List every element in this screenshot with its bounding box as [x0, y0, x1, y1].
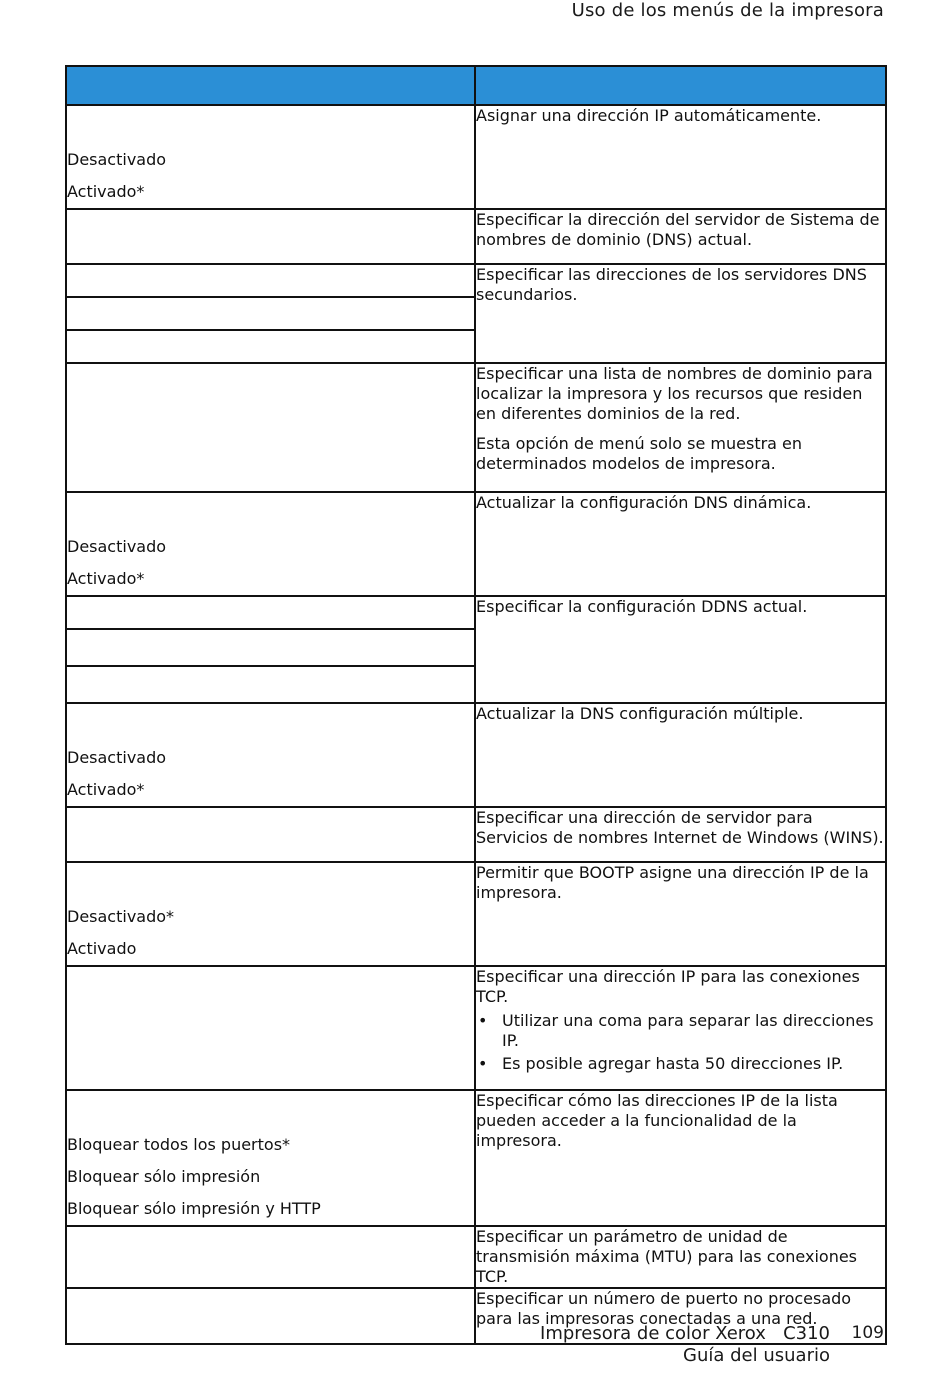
menu-item-cell [66, 492, 475, 596]
table-row [66, 1090, 886, 1226]
description-cell: Especificar la dirección del servidor de Sistema de nombres de dominio (DNS) actual. [475, 209, 886, 264]
option-value: Activado [67, 939, 137, 958]
menu-item-cell [66, 966, 475, 1090]
description-cell [475, 966, 886, 1090]
section-title: Uso de los menús de la impresora [571, 0, 884, 21]
menu-item-cell [66, 629, 475, 666]
menu-item-cell [66, 1226, 475, 1288]
description-cell: Especificar un parámetro de unidad de transmisión máxima (MTU) para las conexiones TCP. [475, 1226, 886, 1288]
table-row [66, 1226, 886, 1288]
product-name: Impresora de color Xerox C310 [540, 1323, 830, 1344]
footer-title [540, 1323, 830, 1367]
menu-item-cell [66, 807, 475, 862]
option-value: Bloquear todos los puertos* [67, 1135, 291, 1154]
description-paragraph: Especificar una dirección IP para las conexiones TCP. [476, 967, 860, 1006]
description-cell: Permitir que BOOTP asigne una dirección IP de la impresora. [475, 862, 886, 966]
bullet-list [476, 1011, 885, 1074]
guide-name: Guía del usuario [683, 1345, 830, 1366]
menu-item-cell [66, 330, 475, 363]
option-value: Desactivado* [67, 907, 175, 926]
description-cell: Asignar una dirección IP automáticamente. [475, 105, 886, 209]
table-row [66, 209, 886, 264]
table-row [66, 807, 886, 862]
table-row [66, 862, 886, 966]
table-row [66, 363, 886, 492]
menu-item-cell [66, 264, 475, 297]
menu-item-cell [66, 209, 475, 264]
description-cell: Especificar la configuración DDNS actual. [475, 596, 886, 703]
menu-item-cell [66, 105, 475, 209]
description-cell [475, 363, 886, 492]
description-cell: Especificar un número de puerto no procesado para las impresoras conectadas a una red. [475, 1288, 886, 1344]
description-cell: Especificar una dirección de servidor para Servicios de nombres Internet de Windows (WINS). [475, 807, 886, 862]
menu-item-cell [66, 862, 475, 966]
option-value: Desactivado [67, 748, 167, 767]
menu-item-cell [66, 1288, 475, 1344]
bullet-item: • Utilizar una coma para separar las direcciones IP. [502, 1011, 885, 1051]
table-row [66, 966, 886, 1090]
option-value: Activado* [67, 569, 145, 588]
table-row [66, 596, 886, 629]
menu-item-cell [66, 703, 475, 807]
description-note: Esta opción de menú solo se muestra en determinados modelos de impresora. [476, 434, 803, 473]
menu-item-cell [66, 297, 475, 330]
description-cell: Especificar las direcciones de los servidores DNS secundarios. [475, 264, 886, 363]
menu-item-cell [66, 666, 475, 703]
table-row [66, 492, 886, 596]
bullet-item: • Es posible agregar hasta 50 direcciones IP. [502, 1054, 885, 1074]
table-header-cell-description [475, 66, 886, 105]
option-value: Activado* [67, 780, 145, 799]
option-value: Desactivado [67, 537, 167, 556]
table-header-cell-menu-item [66, 66, 475, 105]
option-value: Activado* [67, 182, 145, 201]
description-paragraph: Especificar una lista de nombres de dominio para localizar la impresora y los recursos que residen en diferentes dominios de la red. [476, 364, 873, 423]
table-row [66, 264, 886, 297]
description-cell: Actualizar la DNS configuración múltiple. [475, 703, 886, 807]
option-value: Bloquear sólo impresión y HTTP [67, 1199, 321, 1218]
description-cell: Especificar cómo las direcciones IP de la lista pueden acceder a la funcionalidad de la impresora. [475, 1090, 886, 1226]
menu-item-cell [66, 1090, 475, 1226]
description-cell: Actualizar la configuración DNS dinámica. [475, 492, 886, 596]
table-row [66, 105, 886, 209]
option-value: Bloquear sólo impresión [67, 1167, 261, 1186]
menu-item-cell [66, 363, 475, 492]
page-number: 109 [851, 1323, 884, 1343]
menu-item-cell [66, 596, 475, 629]
table-header-row [66, 66, 886, 105]
option-value: Desactivado [67, 150, 167, 169]
menu-options-table [65, 65, 887, 1345]
table-row [66, 703, 886, 807]
